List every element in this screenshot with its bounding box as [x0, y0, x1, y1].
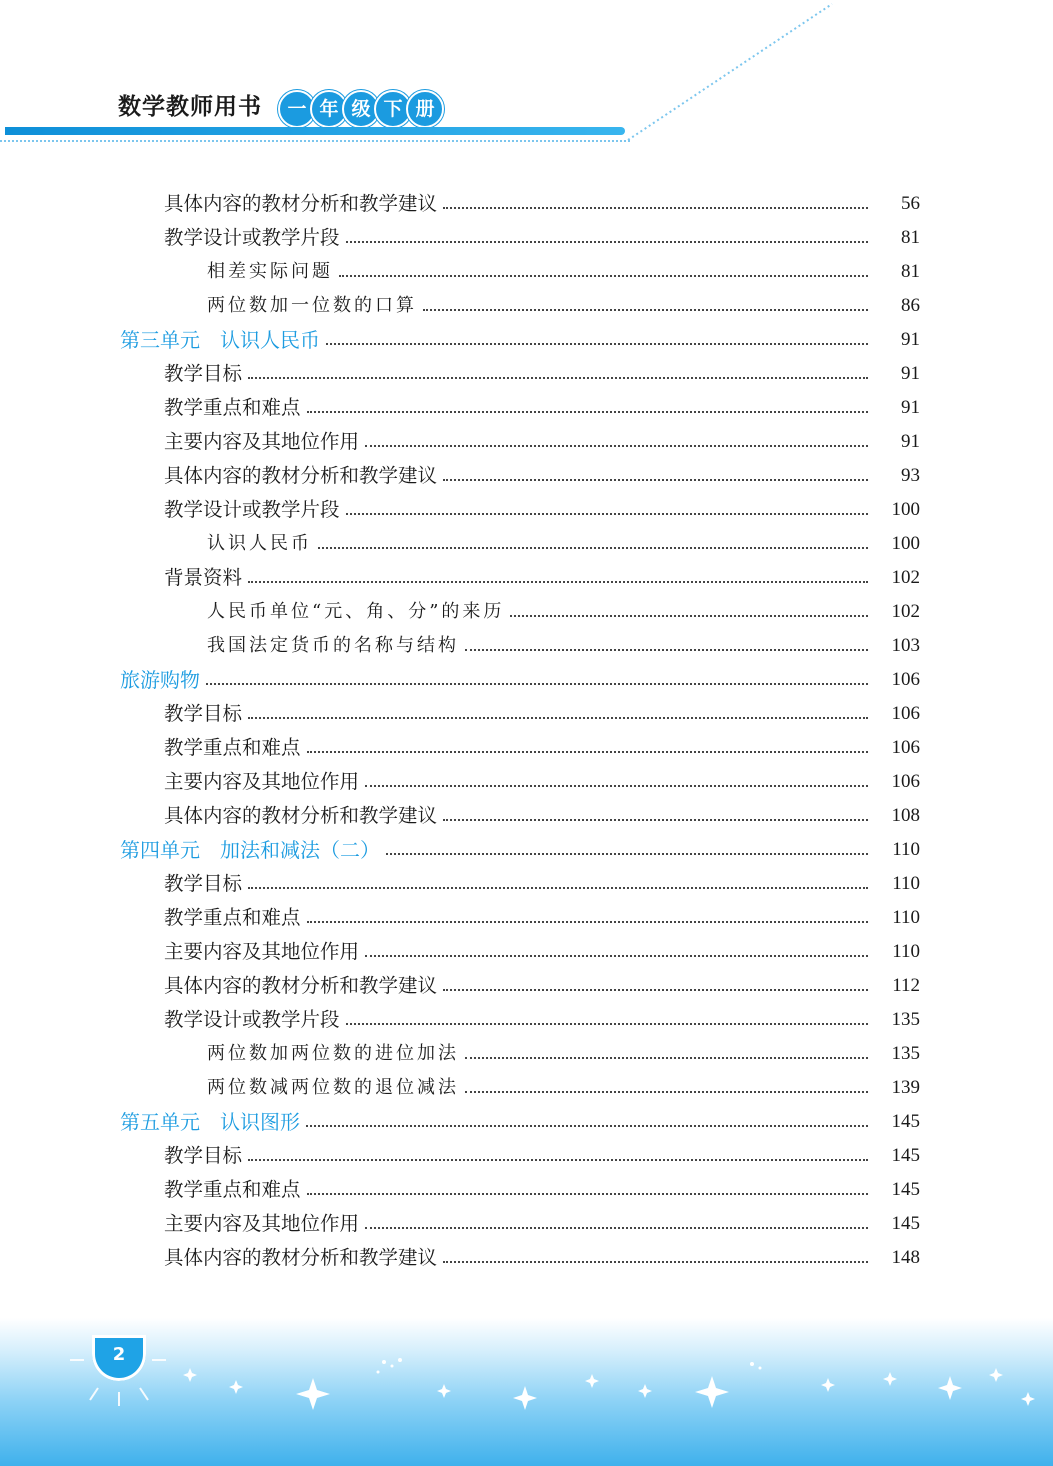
toc-dot-leader [248, 887, 868, 889]
toc-dot-leader [346, 1023, 868, 1025]
toc-page-number: 135 [891, 1009, 920, 1030]
toc-dot-leader [465, 1057, 868, 1059]
toc-entry[interactable] [207, 1071, 920, 1105]
toc-unit-entry[interactable] [120, 1105, 920, 1139]
toc-page-number: 110 [892, 907, 920, 928]
toc-dot-leader [307, 1193, 868, 1195]
toc-dot-leader [306, 1125, 868, 1127]
toc-entry-title: 两位数减两位数的退位减法 [207, 1077, 459, 1098]
toc-dot-leader [307, 921, 868, 923]
grade-badge: 年 [310, 90, 348, 128]
toc-entry[interactable] [164, 799, 920, 833]
toc-entry[interactable] [207, 255, 920, 289]
toc-entry-title: 教学重点和难点 [164, 396, 301, 419]
toc-entry-title: 主要内容及其地位作用 [164, 430, 360, 453]
toc-dot-leader [510, 615, 868, 617]
toc-entry-title: 旅游购物 [120, 668, 200, 692]
toc-entry[interactable] [164, 765, 920, 799]
toc-page-number: 91 [901, 431, 920, 452]
toc-dot-leader [248, 717, 868, 719]
toc-entry[interactable] [164, 901, 920, 935]
toc-page-number: 112 [892, 975, 920, 996]
toc-entry-title: 教学设计或教学片段 [164, 226, 340, 249]
toc-entry-title: 人民币单位“元、角、分”的来历 [207, 601, 505, 622]
toc-entry[interactable] [164, 1207, 920, 1241]
toc-dot-leader [386, 853, 868, 855]
toc-page-number: 106 [891, 703, 920, 724]
page-header [0, 0, 1053, 150]
toc-dot-leader [443, 989, 868, 991]
toc-dot-leader [346, 241, 868, 243]
toc-entry-title: 两位数加两位数的进位加法 [207, 1043, 459, 1064]
toc-entry-title: 具体内容的教材分析和教学建议 [164, 804, 438, 827]
toc-dot-leader [248, 581, 868, 583]
toc-dot-leader [443, 1261, 868, 1263]
toc-entry[interactable] [164, 459, 920, 493]
toc-dot-leader [443, 819, 868, 821]
toc-entry[interactable] [164, 561, 920, 595]
toc-entry-title: 具体内容的教材分析和教学建议 [164, 464, 438, 487]
toc-unit-entry[interactable] [120, 323, 920, 357]
toc-dot-leader [365, 955, 868, 957]
toc-entry-title: 教学设计或教学片段 [164, 498, 340, 521]
page-number: 2 [112, 1344, 126, 1365]
toc-entry-title: 具体内容的教材分析和教学建议 [164, 1246, 438, 1269]
toc-page-number: 103 [891, 635, 920, 656]
grade-badge: 级 [342, 90, 380, 128]
toc-entry-title: 具体内容的教材分析和教学建议 [164, 974, 438, 997]
toc-entry-title: 相差实际问题 [207, 261, 333, 282]
toc-dot-leader [248, 1159, 868, 1161]
toc-page-number: 145 [891, 1145, 920, 1166]
book-title: 数学教师用书 [118, 94, 262, 120]
toc-entry[interactable] [164, 731, 920, 765]
toc-page-number: 135 [891, 1043, 920, 1064]
toc-page-number: 110 [892, 839, 920, 860]
toc-entry-title: 第四单元 加法和减法（二） [120, 838, 380, 862]
grade-badge: 册 [406, 90, 444, 128]
toc-dot-leader [346, 513, 868, 515]
toc-dot-leader [465, 1091, 868, 1093]
toc-entry[interactable] [164, 1173, 920, 1207]
toc-entry[interactable] [164, 969, 920, 1003]
toc-entry-title: 认识人民币 [207, 533, 312, 554]
toc-dot-leader [365, 445, 868, 447]
toc-page-number: 148 [891, 1247, 920, 1268]
toc-entry-title: 具体内容的教材分析和教学建议 [164, 192, 438, 215]
toc-page-number: 100 [891, 499, 920, 520]
toc-entry-title: 教学重点和难点 [164, 1178, 301, 1201]
toc-unit-entry[interactable] [120, 833, 920, 867]
toc-page-number: 91 [901, 397, 920, 418]
toc-page-number: 106 [891, 669, 920, 690]
toc-entry[interactable] [164, 221, 920, 255]
toc-dot-leader [318, 547, 868, 549]
toc-entry-title: 第五单元 认识图形 [120, 1110, 300, 1134]
grade-badge: 一 [278, 90, 316, 128]
header-dotted-rule [0, 140, 630, 142]
toc-entry-title: 我国法定货币的名称与结构 [207, 635, 459, 656]
grade-badge: 下 [374, 90, 412, 128]
toc-entry-title: 教学设计或教学片段 [164, 1008, 340, 1031]
toc-page-number: 86 [901, 295, 920, 316]
toc-page-number: 56 [901, 193, 920, 214]
toc-page-number: 81 [901, 261, 920, 282]
toc-entry[interactable] [164, 1139, 920, 1173]
toc-entry-title: 主要内容及其地位作用 [164, 770, 360, 793]
toc-dot-leader [443, 207, 868, 209]
toc-page-number: 145 [891, 1179, 920, 1200]
toc-page-number: 106 [891, 737, 920, 758]
toc-page-number: 139 [891, 1077, 920, 1098]
header-bar [5, 127, 625, 135]
grade-badges [278, 90, 438, 128]
toc-page-number: 91 [901, 363, 920, 384]
toc-page-number: 81 [901, 227, 920, 248]
toc-dot-leader [465, 649, 868, 651]
toc-page-number: 110 [892, 873, 920, 894]
toc-entry[interactable] [164, 935, 920, 969]
toc-entry-title: 第三单元 认识人民币 [120, 328, 320, 352]
toc-page-number: 100 [891, 533, 920, 554]
toc-entry[interactable] [207, 595, 920, 629]
toc-page-number: 91 [901, 329, 920, 350]
toc-page-number: 145 [891, 1213, 920, 1234]
toc-dot-leader [307, 411, 868, 413]
toc-dot-leader [206, 683, 868, 685]
toc-entry[interactable] [207, 629, 920, 663]
toc-entry-title: 两位数加一位数的口算 [207, 295, 417, 316]
toc-entry-title: 主要内容及其地位作用 [164, 940, 360, 963]
toc-entry-title: 教学目标 [164, 872, 243, 895]
toc-dot-leader [443, 479, 868, 481]
toc-entry[interactable] [164, 1241, 920, 1275]
toc-dot-leader [326, 343, 868, 345]
toc-entry-title: 背景资料 [164, 566, 243, 589]
toc-dot-leader [339, 275, 868, 277]
toc-entry[interactable] [164, 391, 920, 425]
toc-entry-title: 教学重点和难点 [164, 736, 301, 759]
toc-entry[interactable] [164, 187, 920, 221]
toc-entry[interactable] [164, 493, 920, 527]
toc-page-number: 108 [891, 805, 920, 826]
toc-dot-leader [365, 1227, 868, 1229]
toc-entry-title: 教学目标 [164, 702, 243, 725]
toc-page-number: 106 [891, 771, 920, 792]
toc-entry[interactable] [207, 289, 920, 323]
toc-entry-title: 教学目标 [164, 1144, 243, 1167]
toc-page-number: 145 [891, 1111, 920, 1132]
toc-entry[interactable] [164, 425, 920, 459]
toc-entry-title: 教学重点和难点 [164, 906, 301, 929]
toc-entry-title: 教学目标 [164, 362, 243, 385]
toc-entry[interactable] [207, 1037, 920, 1071]
toc-entry[interactable] [164, 867, 920, 901]
toc-page-number: 102 [891, 567, 920, 588]
toc-page-number: 93 [901, 465, 920, 486]
toc-dot-leader [307, 751, 868, 753]
toc-entry[interactable] [164, 697, 920, 731]
toc-entry[interactable] [164, 357, 920, 391]
toc-page-number: 102 [891, 601, 920, 622]
toc-dot-leader [248, 377, 868, 379]
toc-dot-leader [423, 309, 868, 311]
toc-page-number: 110 [892, 941, 920, 962]
toc-entry[interactable] [207, 527, 920, 561]
toc-entry-title: 主要内容及其地位作用 [164, 1212, 360, 1235]
sparkle-stars-decoration [0, 1318, 1053, 1466]
toc-unit-entry[interactable] [120, 663, 920, 697]
toc-entry[interactable] [164, 1003, 920, 1037]
toc-dot-leader [365, 785, 868, 787]
